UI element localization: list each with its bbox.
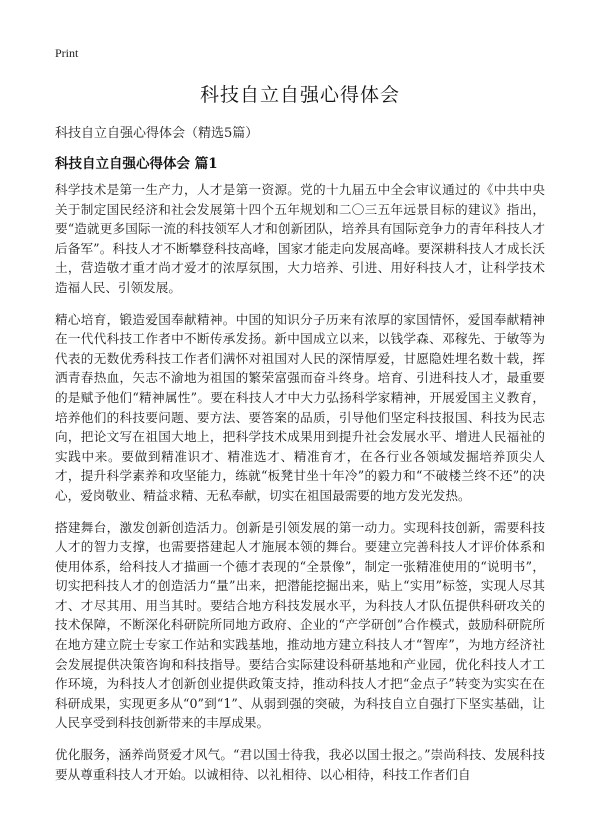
paragraph-2: 精心培育，锻造爱国奉献精神。中国的知识分子历来有浓厚的家国情怀，爱国奉献精神在一代代科技工作者中不断传承发扬。新中国成立以来，以钱学森、邓稼先、于敏等为代表的无数优秀科技工作者们满怀对祖国对人民的深情厚爱，甘愿隐姓埋名数十载，挥洒青春热血，矢志不渝地为祖国的繁荣富强而奋斗终身。培育、引进科技人才，最重要的是赋予他们“精神属性”。要在科技人才中大力弘扬科学家精神，开展爱国主义教育，培养他们的科技要问题、要方法、要答案的品质，引导他们坚定科技报国、科技为民志向，把论文写在祖国大地上，把科学技术成果用到提升社会发展水平、增进人民福祉的实践中来。要做到精准识才、精准选才、精准育才，在各行业各领域发掘培养顶尖人才，提升科学素养和攻坚能力，练就“板凳甘坐十年冷”的毅力和“不破楼兰终不还”的决心，爱岗敬业、精益求精、无私奉献，切实在祖国最需要的地方发光发热。 — [55, 311, 545, 503]
article-body — [55, 180, 545, 796]
print-link[interactable]: Print — [55, 46, 79, 60]
paragraph-3: 搭建舞台，激发创新创造活力。创新是引领发展的第一动力。实现科技创新，需要科技人才的智力支撑，也需要搭建起人才施展本领的舞台。要建立完善科技人才评价体系和使用体系，给科技人才描画一个德才表现的“全景像”，制定一张精准使用的“说明书”，切实把科技人才的创造活力“量”出来，把潜能挖掘出来，贴上“实用”标签，实现人尽其才、才尽其用、用当其时。要结合地方科技发展水平，为科技人才队伍提供科研攻关的技术保障，不断深化科研院所同地方政府、企业的“产学研创”合作模式，鼓励科研院所在地方建立院士专家工作站和实践基地，推动地方建立科技人才“智库”，为地方经济社会发展提供决策咨询和科技指导。要结合实际建设科研基地和产业园，优化科技人才工作环境，为科技人才创新创业提供政策支持，推动科技人才把“金点子”转变为实实在在科研成果，实现更多从“0”到“1”、从弱到强的突破，为科技自立自强打下坚实基础，让人民享受到科技创新带来的丰厚成果。 — [55, 519, 545, 731]
document-subtitle: 科技自立自强心得体会（精选5篇） — [55, 126, 259, 141]
paragraph-1: 科学技术是第一生产力，人才是第一资源。党的十九届五中全会审议通过的《中共中央关于制定国民经济和社会发展第十四个五年规划和二〇三五年远景目标的建议》指出，要“造就更多国际一流的科技领军人才和创新团队，培养具有国际竞争力的青年科技人才后备军”。科技人才不断攀登科技高峰，国家才能走向发展高峰。要深耕科技人才成长沃土，营造敬才重才尚才爱才的浓厚氛围，大力培养、引进、用好科技人才，让科学技术造福人民、引领发展。 — [55, 182, 545, 295]
document-title: 科技自立自强心得体会 — [199, 84, 400, 106]
section-heading: 科技自立自强心得体会 篇1 — [55, 156, 218, 172]
paragraph-4: 优化服务，涵养尚贤爱才风气。“君以国士待我，我必以国士报之。”崇尚科技、发展科技要从尊重科技人才开始。以诚相待、以礼相待、以心相待，科技工作者们自 — [55, 747, 545, 782]
